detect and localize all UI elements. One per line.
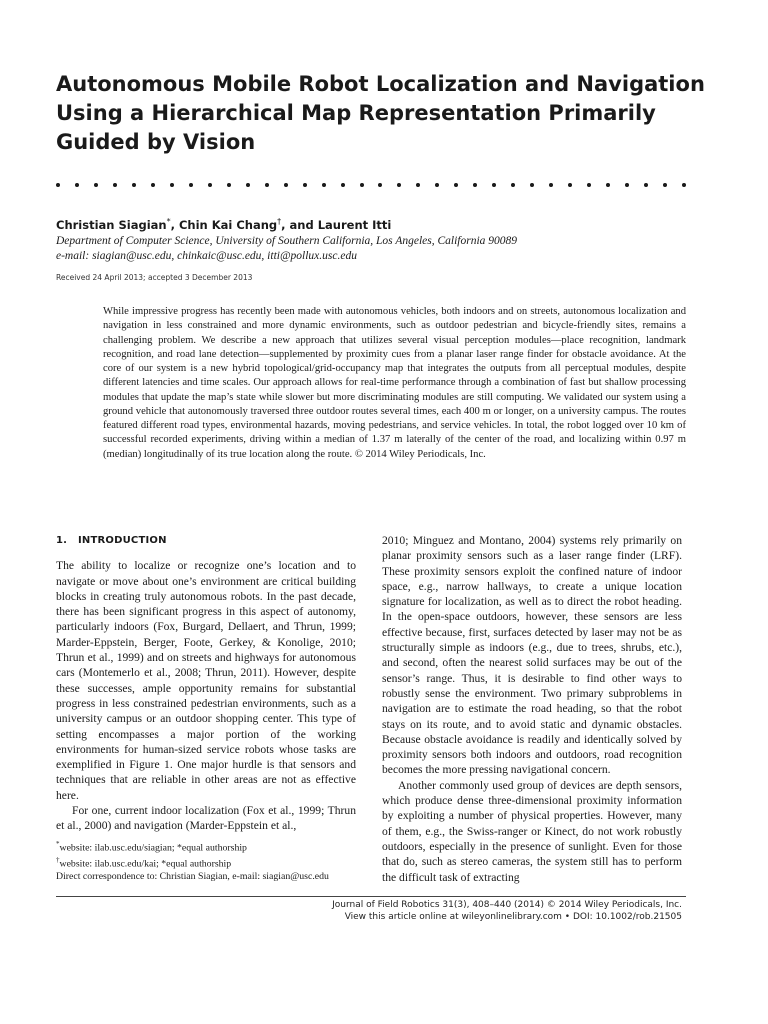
author-emails: e-mail: siagian@usc.edu, chinkaic@usc.edu, itti@pollux.usc.edu [56, 250, 357, 262]
divider-dot [644, 183, 648, 187]
divider-dot [208, 183, 212, 187]
body-paragraph: The ability to localize or recognize one’s location and to navigate or move about one’s environment are critical building blocks in creating truly autonomous robots. In the past decade, there has been significant progress in this aspect of autonomy, particularly indoors (Fox, Burgard, Dellaert, and Thrun, 1999; Marder-Eppstein, Berger, Foote, Gerkey, & Konolige, 2010; Thrun et al., 1999) and on streets and highways for autonomous cars (Montemerlo et al., 2008; Thrun, 2011). However, despite these successes, ample opportunity remains for substantial progress in less constrained pedestrian environments, such as a university campus or an outdoor shopping center. This type of setting encompasses a major portion of the working environments for human-sized service robots whose tasks are exemplified in Figure 1. One major hurdle is that sensors and techniques that are reliable in other areas are not as effective here. [56, 559, 356, 802]
divider-dot [56, 183, 60, 187]
author-separator: , [170, 217, 179, 232]
divider-dot [397, 183, 401, 187]
abstract: While impressive progress has recently been made with autonomous vehicles, both indoors and on streets, autonomous localization and navigation in less constrained and more dynamic environments, such as outdoor pedestrian and bicycle-friendly sites, remains a challenging problem. We describe a new approach that utilizes several visual perception modules—place recognition, landmark recognition, and road lane detection—supplemented by proximity cues from a planar laser range finder for obstacle avoidance. At the core of our system is a new hybrid topological/grid-occupancy map that integrates the outputs from all perceptual modules, despite different latencies and time scales. Our approach allows for real-time performance through a combination of fast but shallow processing modules that update the map’s state while slower but more discriminating modules are still computing. We validated our system using a ground vehicle that autonomously traversed three outdoor routes several times, each 400 m or longer, on a university campus. The routes featured different road types, environmental hazards, moving pedestrians, and service vehicles. In total, the robot logged over 10 km of successful recorded experiments, driving within a median of 1.37 m laterally of the center of the road, and localizing within 0.97 m (median) longitudinally of its true location along the route. © 2014 Wiley Periodicals, Inc. [103, 306, 686, 460]
divider-dot [606, 183, 610, 187]
divider-dot [132, 183, 136, 187]
footnote-text: website: ilab.usc.edu/siagian; *equal authorship [59, 842, 247, 854]
divider-dot [246, 183, 250, 187]
divider-dot [587, 183, 591, 187]
divider-dot [530, 183, 534, 187]
section-heading [56, 533, 356, 548]
divider-dot [227, 183, 231, 187]
paper-title [56, 70, 716, 157]
divider-dot [473, 183, 477, 187]
author-name: Christian Siagian [56, 217, 167, 232]
divider-dot [663, 183, 667, 187]
author-name: Laurent Itti [317, 217, 392, 232]
footnote-mark: † [56, 856, 60, 865]
author-separator: , and [281, 217, 318, 232]
divider-dot [625, 183, 629, 187]
divider-dot [284, 183, 288, 187]
journal-citation: Journal of Field Robotics 31(3), 408–440 (2014) © 2014 Wiley Periodicals, Inc. [332, 900, 682, 910]
received-dates: Received 24 April 2013; accepted 3 December 2013 [56, 273, 253, 282]
affiliation: Department of Computer Science, University of Southern California, Los Angeles, California 90089 [56, 235, 518, 247]
journal-doi: View this article online at wileyonlinelibrary.com • DOI: 10.1002/rob.21505 [344, 912, 682, 922]
title-line: Using a Hierarchical Map Representation Primarily [56, 101, 656, 125]
divider-dot [492, 183, 496, 187]
divider-dot [265, 183, 269, 187]
footnote-text: website: ilab.usc.edu/kai; *equal authorship [59, 858, 232, 870]
section-title: INTRODUCTION [78, 535, 167, 546]
divider-dot [378, 183, 382, 187]
divider-dot [360, 183, 364, 187]
author-name: Chin Kai Chang [178, 217, 278, 232]
divider-dot [511, 183, 515, 187]
divider-dot [303, 183, 307, 187]
section-number: 1. [56, 535, 68, 546]
divider-dot [75, 183, 79, 187]
divider-dot [454, 183, 458, 187]
title-line: Autonomous Mobile Robot Localization and Navigation [56, 72, 705, 96]
divider-dot [151, 183, 155, 187]
divider-dot [341, 183, 345, 187]
body-paragraph: 2010; Minguez and Montano, 2004) systems rely primarily on planar proximity sensors such as a laser range finder (LRF). These proximity sensors exploit the confined nature of indoor space, e.g., narrow hallways, to create a unique location signature for localization, as well as to direct the robot heading. In the open-space outdoors, however, these sensors are less effective because, first, surfaces detected by laser may not be as structurally simple as indoors (e.g., due to trees, shrubs, etc.), and second, often the nearest solid surfaces may be out of the sensor’s range. Thus, it is desirable to find other ways to robustly sense the environment. Two primary subproblems in navigation are to estimate the road heading, so that the robot stays on its route, and to avoid static and dynamic obstacles. Because obstacle avoidance is readily and identically solved by proximity sensors both indoors and outdoors, road recognition becomes the more pressing navigational concern. [382, 534, 682, 777]
divider-dot [113, 183, 117, 187]
author-mark: * [166, 217, 171, 226]
right-column [382, 533, 682, 885]
footnote [56, 838, 356, 854]
divider-dot [94, 183, 98, 187]
divider-dot [170, 183, 174, 187]
footer-rule [56, 896, 686, 897]
footnote [56, 854, 356, 870]
footnotes [56, 838, 356, 883]
journal-footer [56, 899, 682, 923]
divider-dot [189, 183, 193, 187]
author-list [56, 217, 391, 232]
divider-dot [568, 183, 572, 187]
body-paragraph: For one, current indoor localization (Fox et al., 1999; Thrun et al., 2000) and navigation (Marder-Eppstein et al., [56, 804, 356, 833]
divider-dot [549, 183, 553, 187]
title-line: Guided by Vision [56, 130, 256, 154]
divider-dot [322, 183, 326, 187]
body-paragraph: Another commonly used group of devices are depth sensors, which produce dense three-dimensional proximity information by exploiting a number of physical properties. However, many of them, e.g., the Swiss-ranger or Kinect, do not work robustly outdoors, especially in the presence of sunlight. Even for those that do, such as stereo cameras, the system still has to perform the difficult task of extracting [382, 778, 682, 884]
footnote: Direct correspondence to: Christian Siagian, e-mail: siagian@usc.edu [56, 870, 329, 882]
divider-dot [435, 183, 439, 187]
divider-dot [416, 183, 420, 187]
author-mark: † [277, 217, 282, 226]
left-column [56, 533, 356, 834]
dotted-divider [56, 178, 686, 192]
footnote-mark: * [56, 840, 60, 848]
divider-dot [682, 183, 686, 187]
